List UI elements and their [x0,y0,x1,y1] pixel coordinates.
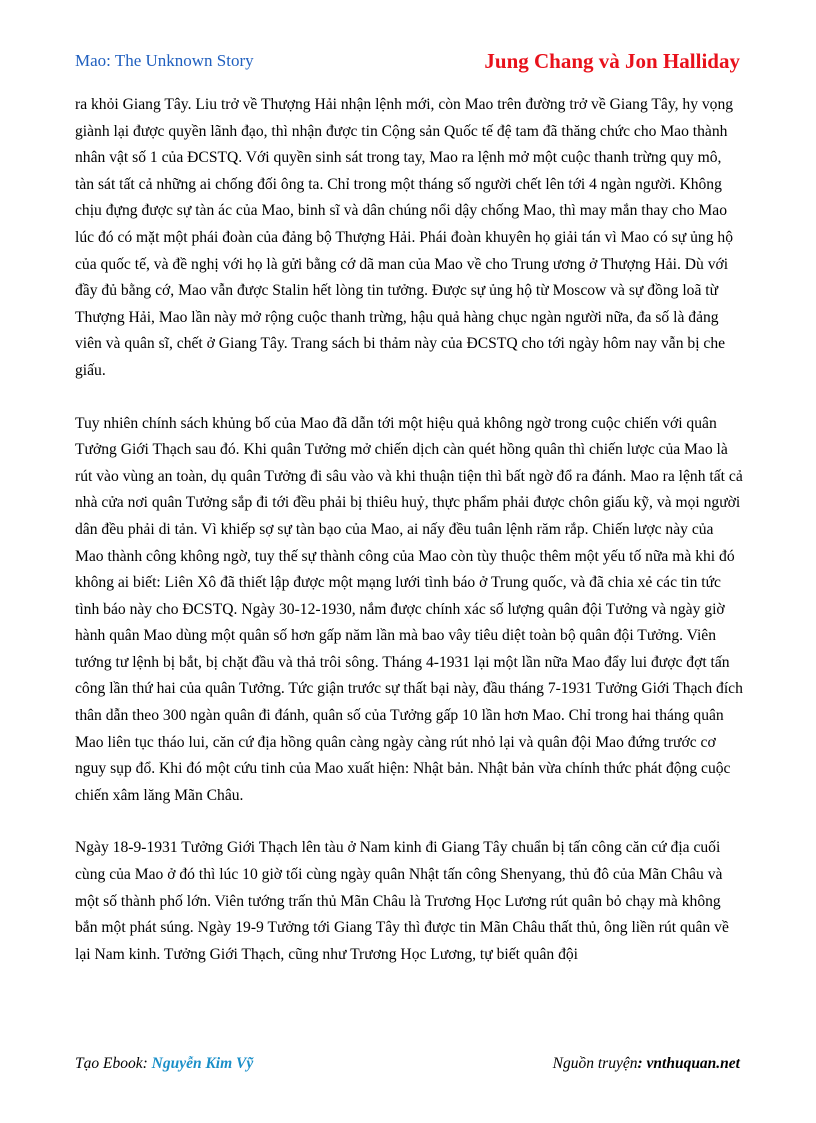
book-title: Mao: The Unknown Story [75,51,254,70]
ebook-credit [75,1055,253,1073]
authors: Jung Chang và Jon Halliday [484,49,740,73]
page-body [75,92,743,994]
ebook-creator: Nguyễn Kim Vỹ [151,1055,254,1072]
paragraph: Ngày 18-9-1931 Tưởng Giới Thạch lên tàu ở Nam kinh đi Giang Tây chuẩn bị tấn công căn cứ địa cuối cùng của Mao ở đó thì lúc 10 giờ tối cùng ngày quân Nhật tấn công Shenyang, thủ đô của Mãn Châu và một số thành phố lớn. Viên tướng trấn thủ Mãn Châu là Trương Học Lương rút quân bỏ chạy mà không bắn một phát súng. Ngày 19-9 Tưởng tới Giang Tây thì được tin Mãn Châu thất thủ, ông liền rút quân về lại Nam kinh. Tưởng Giới Thạch, cũng như Trương Học Lương, tự biết quân đội [75,839,729,963]
source-site: vnthuquan.net [646,1055,740,1072]
source-separator: : [637,1055,647,1072]
source-credit [553,1055,740,1073]
source-label: Nguồn truyện [552,1055,638,1072]
paragraph: Tuy nhiên chính sách khủng bố của Mao đã dẫn tới một hiệu quả không ngờ trong cuộc chiến với quân Tưởng Giới Thạch sau đó. Khi quân Tưởng mở chiến dịch càn quét hồng quân thì chiến lược của Mao là rút vào vùng an toàn, dụ quân Tưởng đi sâu vào và khi thuận tiện thì bất ngờ đổ ra đánh. Mao ra lệnh tất cả nhà cửa nơi quân Tưởng sắp đi tới đều phải bị thiêu huỷ, thực phẩm phải được chôn giấu kỹ, và mọi người dân đều phải di tản. Vì khiếp sợ sự tàn bạo của Mao, ai nấy đều tuân lệnh răm rắp. Chiến lược này của Mao thành công không ngờ, tuy thế sự thành công của Mao còn tùy thuộc thêm một yếu tố nữa mà khi đó không ai biết: Liên Xô đã thiết lập được một mạng lưới tình báo ở Trung quốc, và đã chia xẻ các tin tức tình báo này cho ĐCSTQ. Ngày 30-12-1930, nắm được chính xác số lượng quân đội Tưởng và ngày giờ hành quân Mao dùng một quân số hơn gấp năm lần mà bao vây tiêu diệt toàn bộ quân đội Tưởng. Viên tướng tư lệnh bị bắt, bị chặt đầu và thả trôi sông. Tháng 4-1931 lại một lần nữa Mao đẩy lui được đợt tấn công lần thứ hai của quân Tưởng. Tức giận trước sự thất bại này, đầu tháng 7-1931 Tưởng Giới Thạch đích thân dẫn theo 300 ngàn quân đi đánh, quân số của Tưởng gấp 10 lần hơn Mao. Chỉ trong hai tháng quân Mao liên tục tháo lui, căn cứ địa hồng quân càng ngày càng rút nhỏ lại và quân đội Mao đứng trước cơ nguy sụp đổ. Khi đó một cứu tinh của Mao xuất hiện: Nhật bản. Nhật bản vừa chính thức phát động cuộc chiến xâm lăng Mãn Châu. [75,414,743,804]
ebook-label: Tạo Ebook [75,1055,143,1072]
ebook-separator: : [142,1055,152,1072]
paragraph: ra khỏi Giang Tây. Liu trở về Thượng Hải nhận lệnh mới, còn Mao trên đường trở về Giang Tây, hy vọng giành lại được quyền lãnh đạo, thì nhận được tin Cộng sản Quốc tế đệ tam đã thăng chức cho Mao thành nhân vật số 1 của ĐCSTQ. Với quyền sinh sát trong tay, Mao ra lệnh mở một cuộc thanh trừng quy mô, tàn sát tất cả những ai chống đối ông ta. Chỉ trong một tháng số người chết lên tới 4 ngàn người. Không chịu đựng được sự tàn ác của Mao, binh sĩ và dân chúng nổi dậy chống Mao, thì may mắn thay cho Mao lúc đó có mặt một phái đoàn của đảng bộ Thượng Hải. Phái đoàn khuyên họ giải tán vì Mao có sự ủng hộ của quốc tế, và đề nghị với họ là gửi bằng cớ dã man của Mao về cho Trung ương ở Thượng Hải. Dù với đầy đủ bằng cớ, Mao vẫn được Stalin hết lòng tin tưởng. Được sự ủng hộ từ Moscow và sự đồng loã từ Thượng Hải, Mao lần này mở rộng cuộc thanh trừng, hậu quả hàng chục ngàn người nữa, đa số là đảng viên và quân sĩ, chết ở Giang Tây. Trang sách bi thảm này của ĐCSTQ cho tới ngày hôm nay vẫn bị che giấu. [75,96,734,379]
